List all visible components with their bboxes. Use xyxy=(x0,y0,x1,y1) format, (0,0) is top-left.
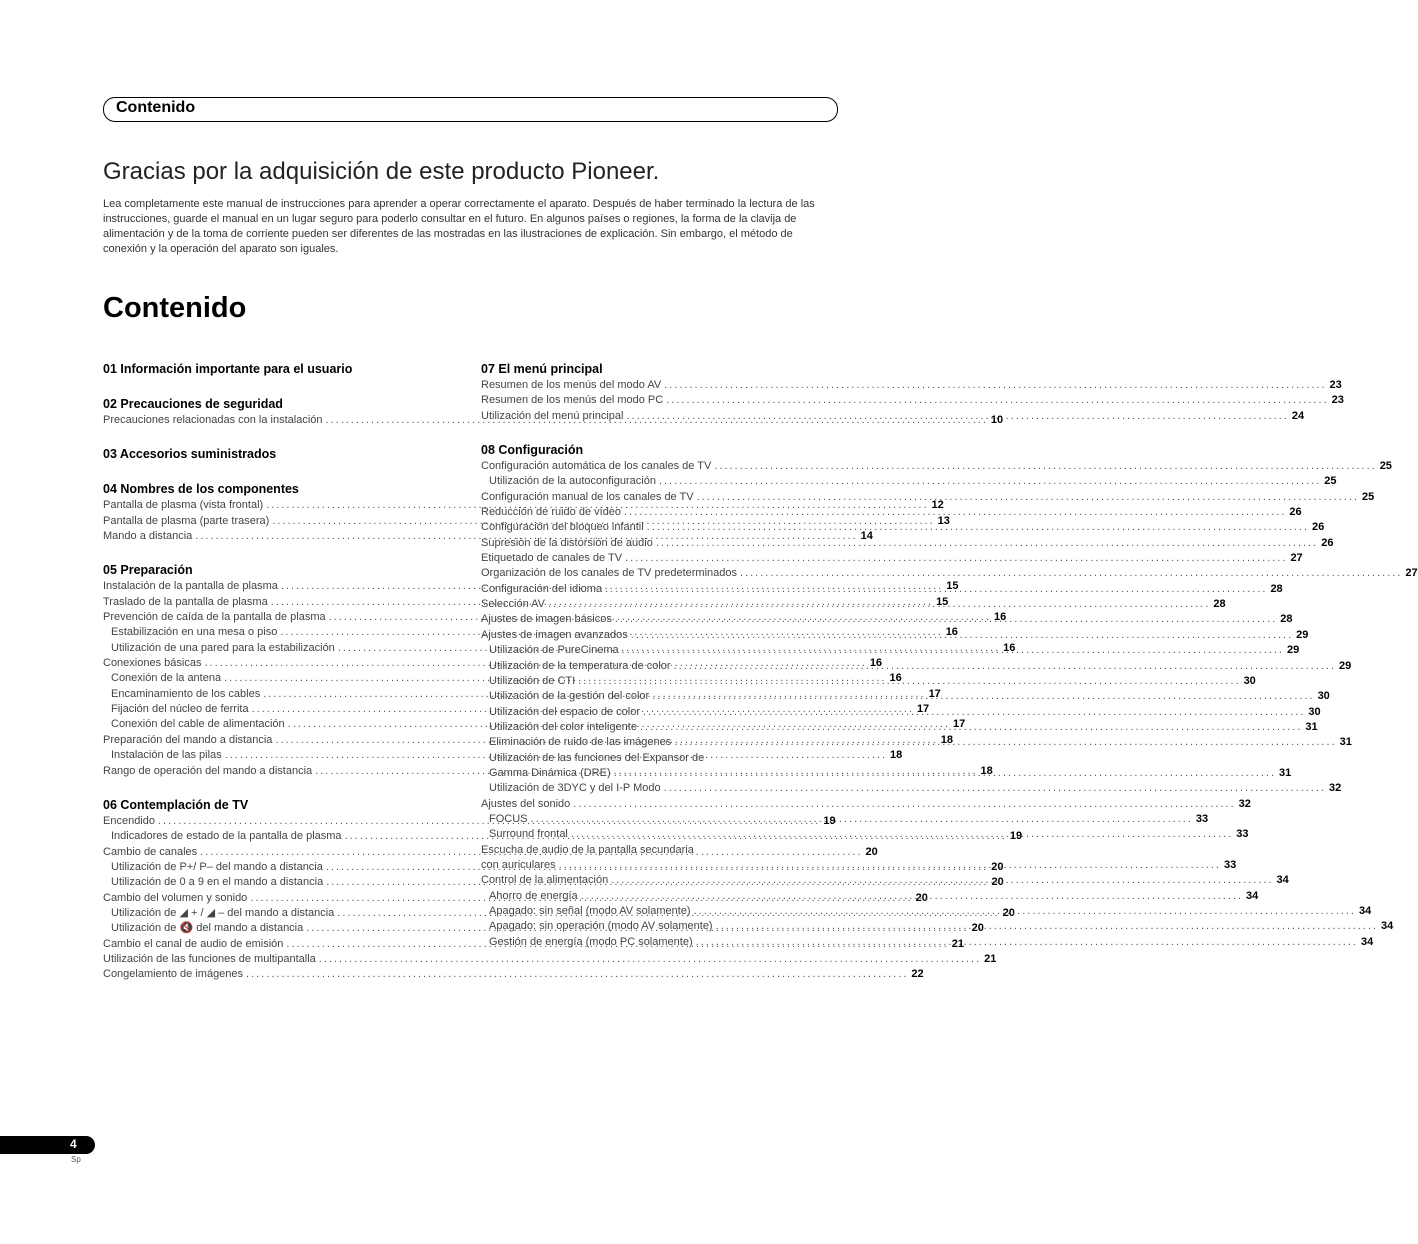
toc-entry-page: 20 xyxy=(971,922,984,935)
toc-leader-dots xyxy=(711,459,1379,474)
toc-entry-page: 34 xyxy=(1276,874,1289,887)
toc-leader-dots xyxy=(656,474,1324,489)
toc-leader-dots xyxy=(621,505,1289,520)
toc-entry[interactable] xyxy=(481,843,834,858)
toc-entry-page: 31 xyxy=(1339,736,1352,749)
toc-entry-label: Mando a distancia xyxy=(103,530,193,543)
toc-entry-label: Ajustes del sonido xyxy=(481,797,571,810)
toc-leader-dots xyxy=(619,643,1287,658)
toc-entry-label: Utilización de 0 a 9 en el mando a distancia xyxy=(111,876,324,889)
toc-entry-label: Resumen de los menús del modo PC xyxy=(481,394,664,407)
toc-entry-label: Conexión de la antena xyxy=(111,672,222,685)
toc-entry[interactable] xyxy=(481,490,1375,505)
toc-entry-page: 20 xyxy=(865,845,878,858)
toc-leader-dots xyxy=(663,393,1331,408)
toc-leader-dots xyxy=(637,720,1305,735)
toc-entry[interactable] xyxy=(481,781,1342,796)
toc-entry[interactable] xyxy=(481,751,834,766)
toc-entry-label: Instalación de las pilas xyxy=(111,749,222,762)
toc-entry-page: 29 xyxy=(1286,644,1300,657)
toc-entry-label: Ajustes de imagen avanzados xyxy=(481,628,628,641)
toc-entry-page: 21 xyxy=(984,952,997,965)
toc-section-title[interactable]: 06 Contemplación de TV xyxy=(103,797,249,812)
toc-entry-page: 24 xyxy=(1291,409,1305,422)
toc-leader-dots xyxy=(243,967,911,982)
toc-entry-label: Encendido xyxy=(103,814,155,827)
intro-title: Gracias por la adquisición de este producto Pioneer. xyxy=(103,158,660,185)
toc-leader-dots xyxy=(570,797,1238,812)
toc-entry-page: 34 xyxy=(1360,935,1374,948)
toc-entry-page: 17 xyxy=(928,687,941,700)
toc-entry-label: Configuración del bloqueo infantil xyxy=(481,521,644,534)
toc-entry-label: Organización de los canales de TV predeterminados xyxy=(481,567,738,580)
toc-entry[interactable] xyxy=(481,393,1344,408)
toc-entry-page: 19 xyxy=(1009,830,1023,843)
toc-entry-page: 20 xyxy=(1002,906,1015,919)
toc-entry-page: 34 xyxy=(1358,905,1372,917)
toc-entry-page: 26 xyxy=(1289,506,1302,519)
toc-entry-label: Ahorro de energía xyxy=(489,889,578,902)
toc-leader-dots xyxy=(671,659,1339,674)
toc-entry[interactable] xyxy=(481,797,1251,812)
toc-entry[interactable] xyxy=(481,459,1392,474)
toc-leader-dots xyxy=(528,812,1196,827)
toc-section-title[interactable]: 04 Nombres de los componentes xyxy=(103,482,299,497)
toc-entry-label: Instalación de la pantalla de plasma xyxy=(103,580,278,593)
toc-entry-page: 26 xyxy=(1312,521,1325,534)
toc-leader-dots xyxy=(568,827,1236,842)
toc-entry-label: Utilización de la temperatura de color xyxy=(489,659,671,672)
toc-entry-label: Utilización de las funciones del Expansor de xyxy=(489,751,705,764)
toc-leader-dots xyxy=(556,858,1224,873)
toc-entry-page: 33 xyxy=(1223,858,1237,871)
toc-entry-page: 28 xyxy=(1213,598,1226,611)
toc-entry-page: 21 xyxy=(951,937,964,950)
toc-entry-page: 22 xyxy=(911,968,924,981)
toc-entry-page: 23 xyxy=(1331,394,1344,407)
toc-entry-page: 32 xyxy=(1238,797,1251,810)
toc-entry-label: Escucha de audio de la pantalla secundaria xyxy=(481,843,694,856)
toc-leader-dots xyxy=(623,409,1291,424)
toc-entry-page: 23 xyxy=(1329,379,1342,391)
toc-entry-label: Utilización de PureCinema xyxy=(489,644,619,657)
toc-entry-label: Precauciones relacionadas con la instalación xyxy=(103,414,323,426)
toc-entry-page: 34 xyxy=(1380,920,1394,933)
toc-entry-label: Control de la alimentación xyxy=(481,874,609,887)
toc-section xyxy=(103,445,457,463)
toc-leader-dots xyxy=(671,735,1339,750)
toc-entry-page: 30 xyxy=(1317,690,1330,703)
toc-entry-label: Utilización del espacio de color xyxy=(489,705,641,718)
toc-entry-label: Congelamiento de imágenes xyxy=(103,968,244,981)
page-number: 4 xyxy=(70,1137,77,1151)
toc-entry-page: 29 xyxy=(1296,628,1309,641)
toc-entry-page: 25 xyxy=(1361,490,1375,503)
toc-entry-page: 33 xyxy=(1195,812,1209,825)
toc-section-title[interactable]: 03 Accesorios suministrados xyxy=(103,447,277,462)
toc-entry-label: Reducción de ruido de vídeo xyxy=(481,506,622,519)
toc-entry-page: 30 xyxy=(1243,674,1256,687)
toc-leader-dots xyxy=(661,781,1329,796)
toc-entry-page: 16 xyxy=(1003,641,1016,654)
language-code: Sp xyxy=(71,1155,81,1164)
toc-entry-label: Supresión de la distorsión de audio xyxy=(481,536,653,549)
toc-entry[interactable] xyxy=(103,967,924,982)
toc-entry[interactable] xyxy=(481,566,1418,581)
toc-entry[interactable] xyxy=(481,812,1209,827)
toc-leader-dots xyxy=(713,919,1381,934)
toc-entry[interactable] xyxy=(481,551,1303,566)
toc-leader-dots xyxy=(622,551,1290,566)
toc-entry-page: 16 xyxy=(945,626,958,639)
toc-entry-page: 33 xyxy=(1236,828,1249,841)
toc-entry-label: Traslado de la pantalla de plasma xyxy=(103,595,268,608)
toc-entry-page: 15 xyxy=(946,580,959,593)
toc-entry-page: 32 xyxy=(1328,782,1342,795)
toc-section-title[interactable]: 08 Configuración xyxy=(481,443,584,458)
toc-entry-label: Cambio del volumen y sonido xyxy=(103,891,248,904)
intro-paragraph: Lea completamente este manual de instrucciones para aprender a operar correctamente el aparato. Después de haber terminado la lectura de las instrucciones, guarde el manual en un lugar seguro para poderlo consultar en el futuro. En algunos países o regiones, la forma de la clavija de alimentación y de la toma de corriente pueden ser diferentes de las mostradas en las ilustraciones de explicación. Sin embargo, el método de conexión y la operación del aparato son iguales. xyxy=(103,198,815,255)
toc-section-title[interactable]: 02 Precauciones de seguridad xyxy=(103,397,283,411)
toc-entry-page: 16 xyxy=(869,657,883,670)
toc-entry-label: Utilización del menú principal xyxy=(481,409,624,422)
toc-entry[interactable] xyxy=(103,952,997,967)
toc-entry-label: Utilización de la gestión del color xyxy=(489,690,650,703)
toc-entry-page: 27 xyxy=(1290,552,1303,565)
toc-entry-page: 18 xyxy=(980,764,993,777)
toc-leader-dots xyxy=(578,889,1246,904)
toc-entry-page: 20 xyxy=(991,876,1004,889)
toc-leader-dots xyxy=(653,536,1321,551)
toc-section-title[interactable]: 01 Información importante para el usuario xyxy=(103,362,353,376)
toc-leader-dots xyxy=(602,582,1270,597)
toc-entry[interactable] xyxy=(481,378,1342,393)
toc-entry-label: Surround frontal xyxy=(489,828,568,841)
toc-entry-page: 29 xyxy=(1338,659,1352,672)
toc-entry-label: Utilización de ◢ + / ◢ – del mando a distancia xyxy=(111,906,335,919)
toc-entry-page: 10 xyxy=(990,414,1004,426)
section-header-label: Contenido xyxy=(116,99,196,116)
toc-entry-page: 15 xyxy=(936,595,949,608)
toc-entry-label: Resumen de los menús del modo AV xyxy=(481,379,662,391)
toc-entry-page: 16 xyxy=(889,672,902,685)
toc-entry-page: 25 xyxy=(1324,475,1337,488)
toc-entry-label: Configuración automática de los canales de TV xyxy=(481,460,712,473)
toc-leader-dots xyxy=(694,490,1362,505)
toc-entry-page: 19 xyxy=(823,814,836,827)
toc-leader-dots xyxy=(628,628,1296,643)
toc-entry-label: Fijación del núcleo de ferrita xyxy=(111,703,249,716)
toc-entry-page: 20 xyxy=(915,891,928,904)
toc-leader-dots xyxy=(661,378,1329,393)
toc-entry-label: Pantalla de plasma (parte trasera) xyxy=(103,514,270,527)
toc-entry-page: 20 xyxy=(991,860,1004,873)
toc-entry-label: Utilización de 🔇 del mando a distancia xyxy=(111,922,304,935)
toc-entry-label: Utilización de las funciones de multipantalla xyxy=(103,952,316,965)
toc-leader-dots xyxy=(691,904,1359,919)
toc-entry-label: Utilización de la autoconfiguración xyxy=(489,475,656,488)
page-title: Contenido xyxy=(103,292,247,324)
toc-entry-label: Apagado: sin señal (modo AV solamente) xyxy=(489,905,691,917)
toc-entry-label: Pantalla de plasma (vista frontal) xyxy=(103,499,264,512)
toc-leader-dots xyxy=(644,520,1312,535)
toc-leader-dots xyxy=(612,612,1280,627)
toc-entry-page: 13 xyxy=(937,514,950,527)
toc-entry-page: 17 xyxy=(953,718,966,731)
toc-entry-label: Utilización de CTI xyxy=(489,674,576,687)
toc-entry-label: Configuración manual de los canales de TV xyxy=(481,490,694,503)
page-number-tab xyxy=(0,1136,95,1154)
toc-entry-label: Estabilización en una mesa o piso xyxy=(111,626,278,639)
toc-leader-dots xyxy=(575,674,1243,689)
toc-leader-dots xyxy=(545,597,1213,612)
toc-entry-label: Prevención de caída de la pantalla de plasma xyxy=(103,611,326,624)
toc-entry-label: Conexión del cable de alimentación xyxy=(111,718,285,731)
toc-entry-label: Conexiones básicas xyxy=(103,657,202,670)
toc-entry-label: Cambio de canales xyxy=(103,845,198,858)
toc-entry-page: 30 xyxy=(1308,705,1321,718)
toc-entry-label: Encaminamiento de los cables xyxy=(111,687,261,700)
toc-leader-dots xyxy=(611,766,1279,781)
toc-entry-label: Utilización de P+/ P– del mando a distancia xyxy=(111,860,323,873)
toc-leader-dots xyxy=(649,689,1317,704)
toc-entry-label: Rango de operación del mando a distancia xyxy=(103,764,313,777)
toc-entry-label: Utilización de 3DYC y del I-P Modo xyxy=(489,782,661,795)
toc-entry-page: 16 xyxy=(993,611,1007,624)
toc-entry-label: Cambio el canal de audio de emisión xyxy=(103,937,284,950)
toc-entry-label: Gamma Dinámica (DRE) xyxy=(489,766,611,779)
toc-entry-label: con auriculares xyxy=(481,858,556,871)
toc-entry-label: Etiquetado de canales de TV xyxy=(481,552,623,565)
toc-entry-label: FOCUS xyxy=(489,812,528,825)
toc-leader-dots xyxy=(737,566,1405,581)
toc-leader-dots xyxy=(640,705,1308,720)
toc-section-title[interactable]: 07 El menú principal xyxy=(481,362,603,376)
toc-entry-page: 31 xyxy=(1305,720,1318,733)
toc-entry-page: 26 xyxy=(1321,536,1334,549)
toc-entry-label: Configuración del idioma xyxy=(481,582,603,595)
toc-entry[interactable] xyxy=(481,474,1337,489)
toc-section-title[interactable]: 05 Preparación xyxy=(103,563,193,578)
toc-entry-page: 17 xyxy=(916,703,930,716)
toc-entry-label: Utilización de una pared para la estabilización xyxy=(111,641,335,654)
toc-entry-page: 28 xyxy=(1270,582,1283,595)
toc-entry-label: Apagado: sin operación (modo AV solamente) xyxy=(489,920,713,933)
toc-leader-dots xyxy=(693,935,1361,950)
toc-entry-label: Eliminación de ruido de las imágenes xyxy=(489,736,672,749)
toc-entry-label: Gestión de energía (modo PC solamente) xyxy=(489,935,693,948)
toc-entry-label: Utilización del color inteligente xyxy=(489,720,637,733)
toc-entry-page: 27 xyxy=(1405,567,1418,580)
toc-entry-page: 25 xyxy=(1379,460,1392,473)
section-header-bar xyxy=(103,97,838,122)
toc-entry-page: 14 xyxy=(860,530,873,543)
toc-leader-dots xyxy=(608,873,1276,888)
toc-entry-page: 12 xyxy=(931,499,944,512)
toc-entry-page: 18 xyxy=(940,733,953,746)
toc-section xyxy=(103,360,457,378)
toc-entry-page: 18 xyxy=(890,749,903,762)
toc-entry-page: 28 xyxy=(1280,613,1293,626)
toc-entry-page: 34 xyxy=(1246,889,1259,902)
toc-entry-label: Selección AV xyxy=(481,598,546,611)
toc-entry-page: 31 xyxy=(1279,766,1292,779)
toc-entry-label: Indicadores de estado de la pantalla de plasma xyxy=(111,830,342,843)
toc-entry-label: Ajustes de imagen básicos xyxy=(481,613,612,626)
toc-entry-label: Preparación del mando a distancia xyxy=(103,733,273,746)
